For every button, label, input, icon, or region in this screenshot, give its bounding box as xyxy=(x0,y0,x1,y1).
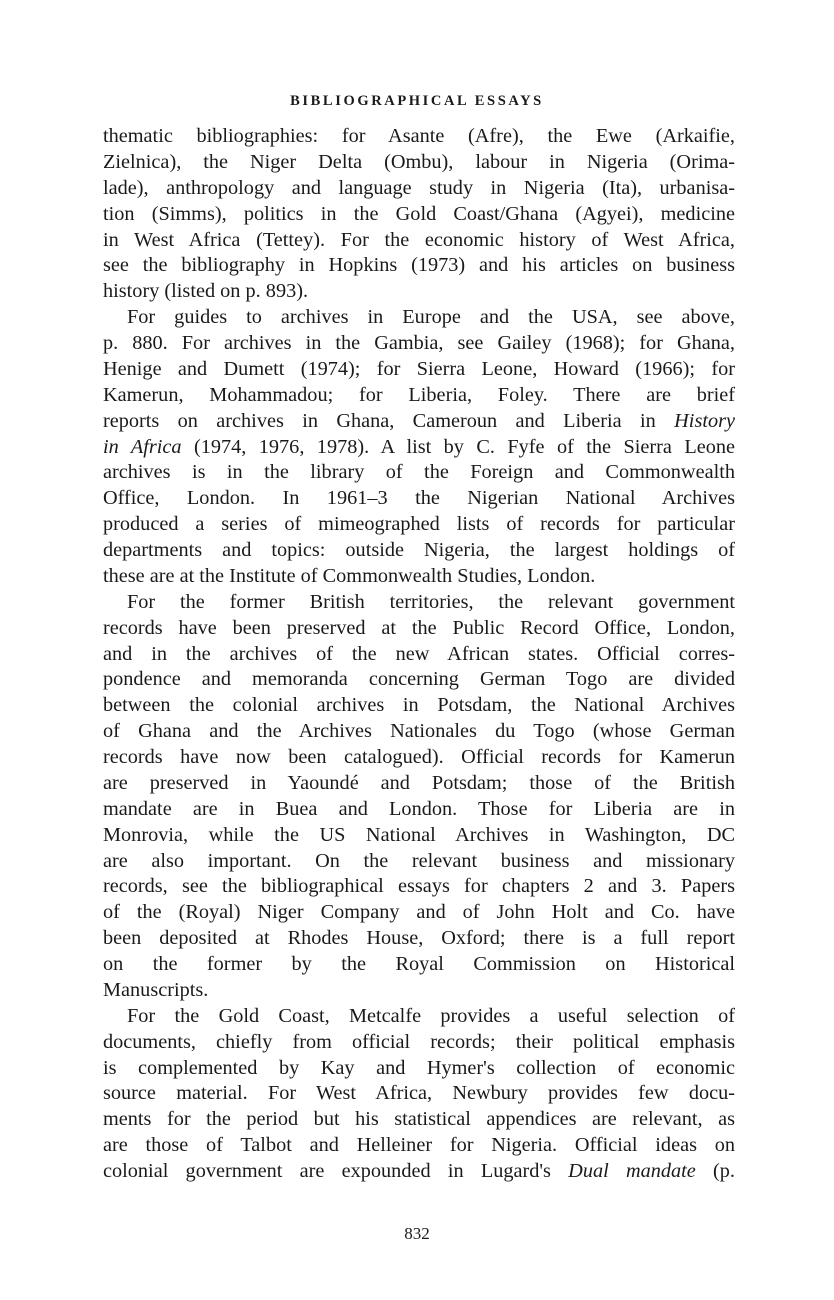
text-line: archives is in the library of the Foreign and Commonwealth xyxy=(103,461,735,484)
running-header: BIBLIOGRAPHICAL ESSAYS xyxy=(290,93,544,109)
text-line: are those of Talbot and Helleiner for Nigeria. Official ideas on xyxy=(103,1134,735,1157)
text-line: mandate are in Buea and London. Those for Liberia are in xyxy=(103,797,735,820)
text-line: of Ghana and the Archives Nationales du Togo (whose German xyxy=(103,720,735,743)
text-line: source material. For West Africa, Newbury provides few docu- xyxy=(103,1082,735,1105)
text-line: between the colonial archives in Potsdam, the National Archives xyxy=(103,694,735,717)
text-line: For the former British territories, the relevant government xyxy=(127,590,735,613)
body-text xyxy=(103,124,735,1185)
text-line: lade), anthropology and language study in Nigeria (Ita), urbanisa- xyxy=(103,176,735,199)
text-line: tion (Simms), politics in the Gold Coast/Ghana (Agyei), medicine xyxy=(103,202,735,225)
text-line: been deposited at Rhodes House, Oxford; there is a full report xyxy=(103,927,735,950)
text-line: For the Gold Coast, Metcalfe provides a useful selection of xyxy=(127,1004,735,1027)
text-line: are also important. On the relevant business and missionary xyxy=(103,849,735,872)
text-line: Manuscripts. xyxy=(103,978,209,1001)
text-line: reports on archives in Ghana, Cameroun and Liberia in History xyxy=(103,409,735,432)
text-line: colonial government are expounded in Lugard's Dual mandate (p. xyxy=(103,1160,735,1182)
text-line: pondence and memoranda concerning German Togo are divided xyxy=(103,668,735,691)
page-number: 832 xyxy=(404,1224,430,1243)
text-line: and in the archives of the new African states. Official corres- xyxy=(103,642,735,665)
text-line: these are at the Institute of Commonwealth Studies, London. xyxy=(103,564,596,587)
text-line: departments and topics: outside Nigeria, the largest holdings of xyxy=(103,539,735,561)
text-line: Monrovia, while the US National Archives in Washington, DC xyxy=(103,823,735,846)
text-line: thematic bibliographies: for Asante (Afre), the Ewe (Arkaifie, xyxy=(103,125,735,147)
text-line: produced a series of mimeographed lists of records for particular xyxy=(103,513,735,536)
text-line: p. 880. For archives in the Gambia, see Gailey (1968); for Ghana, xyxy=(103,332,735,354)
text-line: Office, London. In 1961–3 the Nigerian National Archives xyxy=(103,487,735,510)
text-line: Kamerun, Mohammadou; for Liberia, Foley. There are brief xyxy=(103,383,735,406)
text-line: are preserved in Yaoundé and Potsdam; those of the British xyxy=(103,771,735,794)
text-line: For guides to archives in Europe and the USA, see above, xyxy=(127,306,735,329)
text-line: in Africa (1974, 1976, 1978). A list by C. Fyfe of the Sierra Leone xyxy=(103,435,735,458)
text-line: of the (Royal) Niger Company and of John Holt and Co. have xyxy=(103,901,735,924)
text-line: records have been preserved at the Public Record Office, London, xyxy=(103,616,735,639)
text-line: see the bibliography in Hopkins (1973) and his articles on business xyxy=(103,254,735,277)
text-line: history (listed on p. 893). xyxy=(103,280,309,303)
text-line: is complemented by Kay and Hymer's collection of economic xyxy=(103,1056,735,1079)
text-line: records, see the bibliographical essays for chapters 2 and 3. Papers xyxy=(103,875,735,898)
text-line: documents, chiefly from official records; their political emphasis xyxy=(103,1030,735,1053)
text-line: ments for the period but his statistical appendices are relevant, as xyxy=(103,1108,735,1131)
text-line: on the former by the Royal Commission on Historical xyxy=(103,953,735,975)
text-line: Zielnica), the Niger Delta (Ombu), labour in Nigeria (Orima- xyxy=(103,150,735,173)
text-line: in West Africa (Tettey). For the economic history of West Africa, xyxy=(103,228,735,251)
text-line: Henige and Dumett (1974); for Sierra Leone, Howard (1966); for xyxy=(103,357,735,380)
text-line: records have now been catalogued). Official records for Kamerun xyxy=(103,746,735,768)
